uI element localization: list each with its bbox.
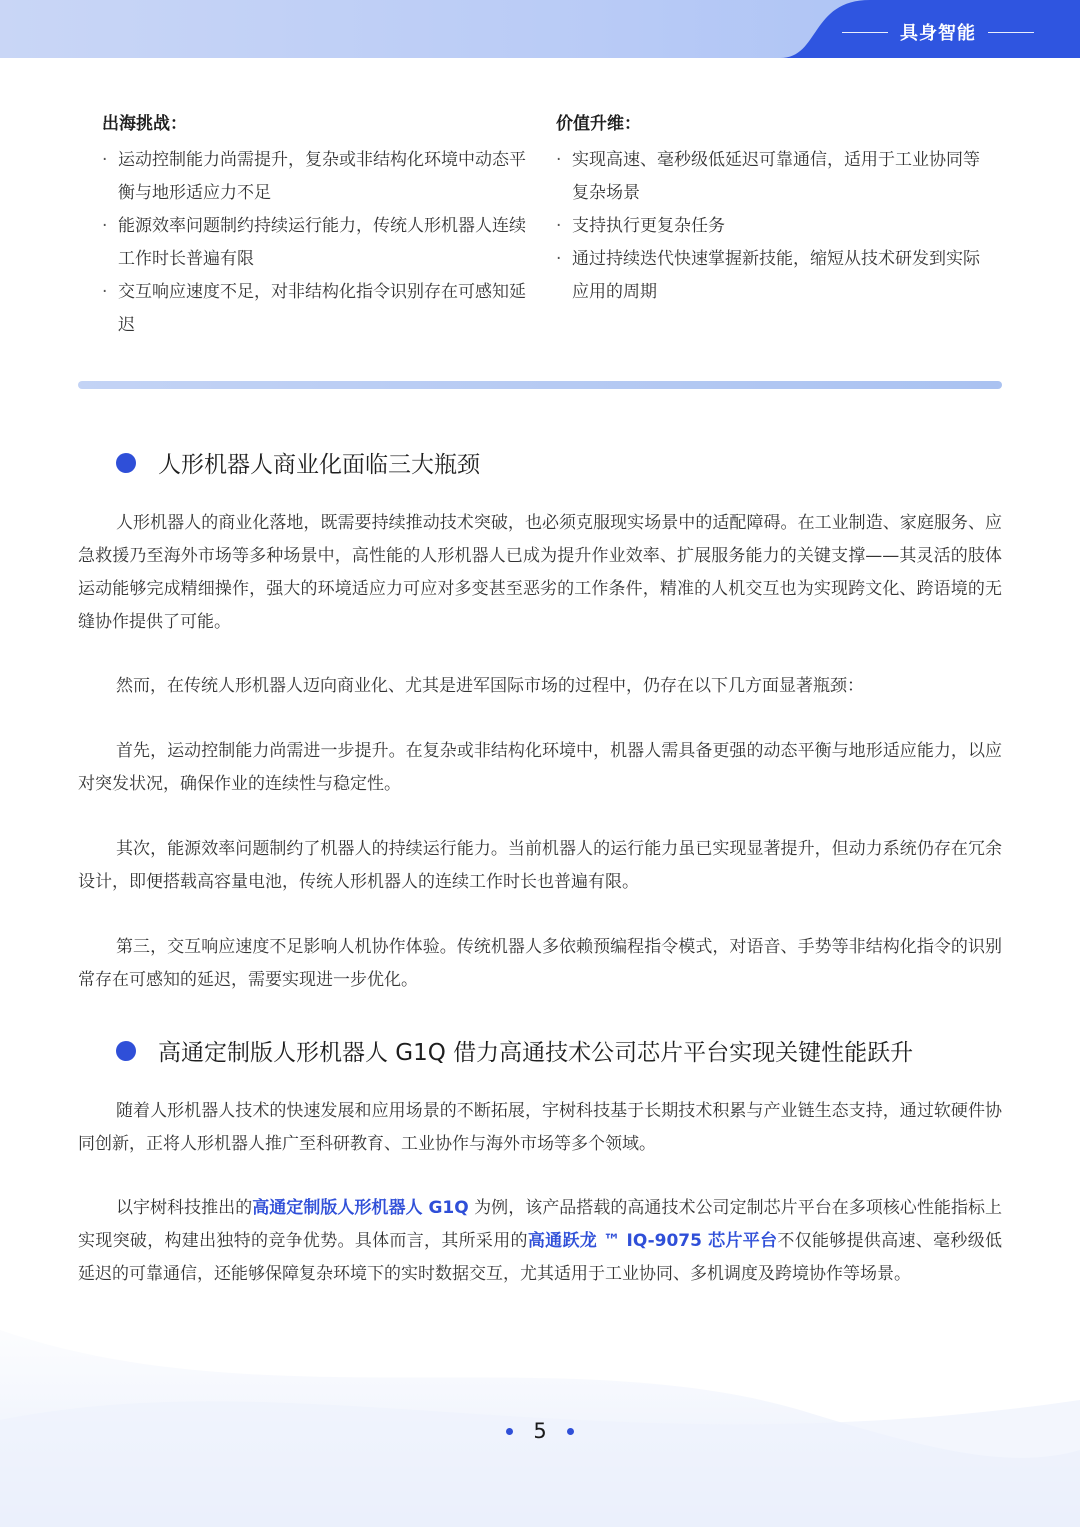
value-item: · 通过持续迭代快速掌握新技能，缩短从技术研发到实际应用的周期	[556, 243, 996, 309]
bullet-dot-icon	[116, 1041, 136, 1061]
text-span: 不仅能够提供高速、毫秒级低延迟的可靠通信，还能够保障复杂环境下的实时数据交互，尤其适用于工业协同、多机调度及跨境协作等场景。	[78, 1231, 1003, 1284]
text-span: 为例，该产品搭载的高通技术公司定制芯片平台在多项核心性能指标上实现突破，构建出独特的竞争优势。具体而言，其所采用的	[78, 1198, 1002, 1251]
challenge-item: · 交互响应速度不足，对非结构化指令识别存在可感知延迟	[102, 276, 542, 342]
section1-paragraph-2: 然而，在传统人形机器人迈向商业化、尤其是进军国际市场的过程中，仍存在以下几方面显著瓶颈：	[116, 676, 864, 696]
brand-line-right	[988, 32, 1034, 33]
text-span: 以宇树科技推出的	[116, 1198, 253, 1218]
page-indicator	[0, 1414, 1080, 1448]
bullet-dot-icon	[116, 453, 136, 473]
page-dot-icon	[506, 1428, 513, 1435]
challenge-item: · 运动控制能力尚需提升，复杂或非结构化环境中动态平衡与地形适应力不足	[102, 144, 542, 210]
brand-label	[796, 19, 1080, 45]
section1-paragraph-4: 其次，能源效率问题制约了机器人的持续运行能力。当前机器人的运行能力虽已实现显著提升，但动力系统仍存在冗余设计，即便搭载高容量电池，传统人形机器人的连续工作时长也普遍有限。	[78, 839, 1002, 892]
highlight-product-link[interactable]: 高通定制版人形机器人 G1Q	[252, 1198, 469, 1218]
section2-paragraph-1: 随着人形机器人技术的快速发展和应用场景的不断拓展，宇树科技基于长期技术积累与产业链生态支持，通过软硬件协同创新，正将人形机器人推广至科研教育、工业协作与海外市场等多个领域。	[78, 1101, 1002, 1154]
brand-line-left	[842, 32, 888, 33]
section1-title: 人形机器人商业化面临三大瓶颈	[158, 452, 480, 478]
section2-paragraph-2	[78, 1192, 1002, 1291]
page-dot-icon	[567, 1428, 574, 1435]
highlight-platform-link[interactable]: 高通跃龙 ™ IQ-9075 芯片平台	[527, 1231, 778, 1251]
section1-paragraph-1: 人形机器人的商业化落地，既需要持续推动技术突破，也必须克服现实场景中的适配障碍。在工业制造、家庭服务、应急救援乃至海外市场等多种场景中，高性能的人形机器人已成为提升作业效率、扩展服务能力的关键支撑——其灵活的肢体运动能够完成精细操作，强大的环境适应力可应对多变甚至恶劣的工作条件，精准的人机交互也为实现跨文化、跨语境的无缝协作提供了可能。	[78, 513, 1002, 632]
section2-heading	[116, 1034, 913, 1067]
value-item: · 实现高速、毫秒级低延迟可靠通信，适用于工业协同等复杂场景	[556, 144, 996, 210]
section1-heading	[116, 446, 480, 479]
value-item: · 支持执行更复杂任务	[556, 210, 996, 243]
value-title: 价值升维：	[556, 114, 641, 134]
value-column	[556, 110, 996, 309]
page-number: 5	[533, 1419, 547, 1443]
challenges-title: 出海挑战：	[102, 114, 187, 134]
challenge-item: · 能源效率问题制约持续运行能力，传统人形机器人连续工作时长普遍有限	[102, 210, 542, 276]
brand-text: 具身智能	[900, 23, 976, 44]
section-divider	[78, 381, 1002, 389]
section2-title: 高通定制版人形机器人 G1Q 借力高通技术公司芯片平台实现关键性能跃升	[158, 1040, 914, 1066]
section1-paragraph-3: 首先，运动控制能力尚需进一步提升。在复杂或非结构化环境中，机器人需具备更强的动态平衡与地形适应能力，以应对突发状况，确保作业的连续性与稳定性。	[78, 741, 1002, 794]
challenges-column	[102, 110, 542, 342]
section1-paragraph-5: 第三，交互响应速度不足影响人机协作体验。传统机器人多依赖预编程指令模式，对语音、手势等非结构化指令的识别常存在可感知的延迟，需要实现进一步优化。	[78, 937, 1002, 990]
